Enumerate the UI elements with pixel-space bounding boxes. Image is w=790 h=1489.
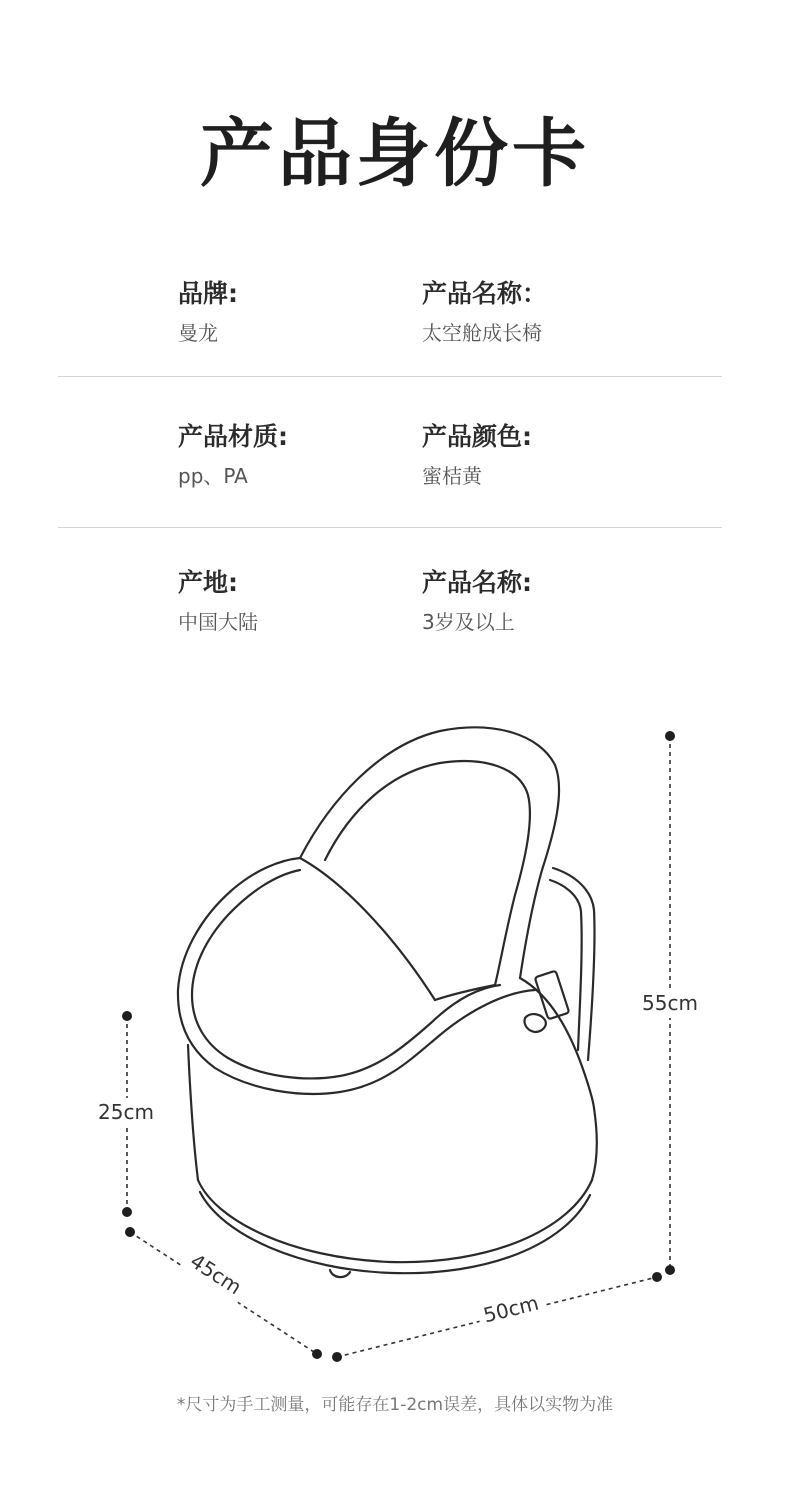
spec-age xyxy=(422,567,532,635)
spec-color xyxy=(422,421,532,489)
dim-dot xyxy=(652,1272,662,1282)
dim-dot xyxy=(122,1207,132,1217)
dim-dot xyxy=(122,1011,132,1021)
spec-label: 产品名称: xyxy=(422,568,532,597)
dim-dot xyxy=(665,1265,675,1275)
measurement-footnote: *尺寸为手工测量，可能存在1-2cm误差，具体以实物为准 xyxy=(176,1395,614,1415)
body-right xyxy=(592,1108,597,1180)
divider xyxy=(58,527,722,528)
dim-label-depth: 45cm xyxy=(185,1248,246,1300)
spec-value: 3岁及以上 xyxy=(422,610,515,634)
product-dimension-drawing xyxy=(0,700,790,1380)
seat-rim-inner xyxy=(192,870,500,1078)
spec-origin xyxy=(178,567,258,635)
page-title: 产品身份卡 xyxy=(200,111,590,197)
dim-label-height: 55cm xyxy=(642,991,698,1015)
spec-label: 产品名称： xyxy=(422,279,548,308)
spec-value: 中国大陆 xyxy=(178,610,258,634)
base-ring xyxy=(198,1180,592,1262)
spec-material xyxy=(178,421,288,489)
dim-dot xyxy=(665,731,675,741)
divider xyxy=(58,376,722,377)
spec-brand xyxy=(178,278,238,346)
seat-rim-outer xyxy=(178,858,535,1094)
dim-dot xyxy=(312,1349,322,1359)
dim-label-width: 50cm xyxy=(480,1290,542,1328)
spec-label: 品牌: xyxy=(178,279,238,308)
dim-dot xyxy=(125,1227,135,1237)
spec-value: pp、PA xyxy=(178,464,248,488)
dim-label-seat-height: 25cm xyxy=(98,1100,154,1124)
spec-value: 蜜桔黄 xyxy=(422,464,482,488)
backrest-inner xyxy=(325,761,530,1000)
dim-dot xyxy=(332,1352,342,1362)
spec-product-name xyxy=(422,278,547,346)
spec-label: 产品材质: xyxy=(178,422,288,451)
spec-value: 曼龙 xyxy=(178,321,218,345)
spec-label: 产地: xyxy=(178,568,238,597)
spec-label: 产品颜色: xyxy=(422,422,532,451)
body-left xyxy=(188,1045,198,1180)
spec-value: 太空舱成长椅 xyxy=(422,321,542,345)
